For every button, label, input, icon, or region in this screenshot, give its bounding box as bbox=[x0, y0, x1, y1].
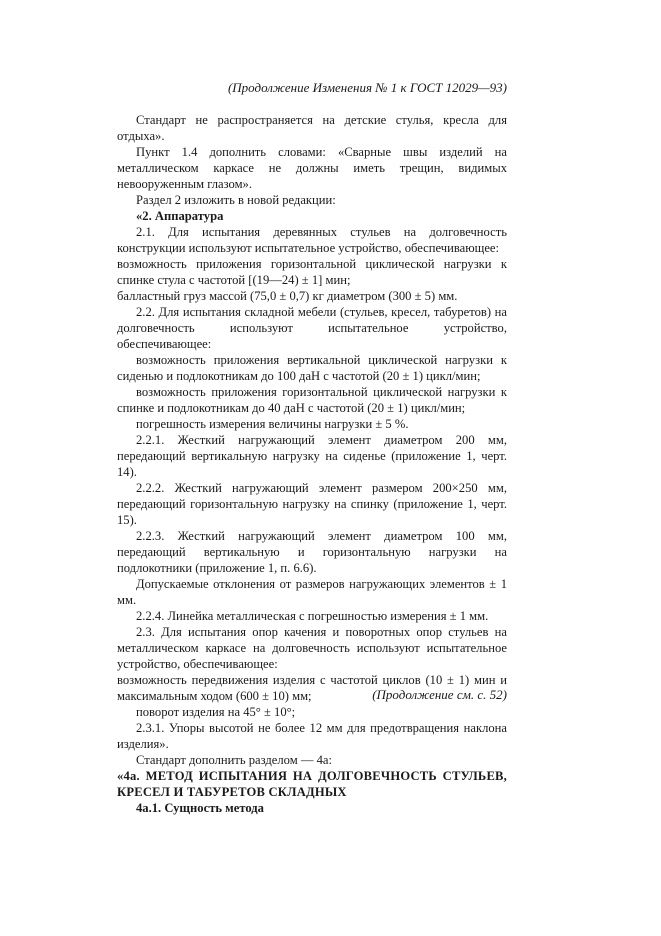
paragraph: Стандарт дополнить разделом — 4а: bbox=[136, 753, 332, 767]
paragraph: 2.3.1. Упоры высотой не более 12 мм для предотвращения наклона изделия». bbox=[117, 721, 507, 751]
paragraph: 2.2.1. Жесткий нагружающий элемент диаметром 200 мм, передающий вертикальную нагрузку на сиденье (приложение 1, черт. 14). bbox=[117, 433, 507, 479]
page-header: (Продолжение Изменения № 1 к ГОСТ 12029—93) bbox=[227, 80, 507, 95]
paragraph: 2.2. Для испытания складной мебели (стульев, кресел, табуретов) на долговечность используют испытательное устройство, обеспечивающее: bbox=[117, 305, 507, 351]
paragraph: 2.1. Для испытания деревянных стульев на долговечность конструкции используют испытательное устройство, обеспечивающее: bbox=[117, 225, 507, 255]
paragraph: 2.2.3. Жесткий нагружающий элемент диаметром 100 мм, передающий вертикальную и горизонтальную нагрузки на подлокотники (приложение 1, п. 6.6). bbox=[117, 529, 507, 575]
paragraph: Раздел 2 изложить в новой редакции: bbox=[136, 193, 336, 207]
paragraph: Допускаемые отклонения от размеров нагружающих элементов ± 1 мм. bbox=[117, 577, 507, 607]
section-heading: «2. Аппаратура bbox=[136, 209, 224, 223]
paragraph: возможность приложения вертикальной циклической нагрузки к сиденью и подлокотникам до 100 даН с частотой (20 ± 1) цикл/мин; bbox=[117, 353, 507, 383]
paragraph: балластный груз массой (75,0 ± 0,7) кг диаметром (300 ± 5) мм. bbox=[117, 289, 458, 303]
document-body bbox=[117, 112, 507, 816]
paragraph: 2.2.2. Жесткий нагружающий элемент размером 200×250 мм, передающий горизонтальную нагрузку на спинку (приложение 1, черт. 15). bbox=[117, 481, 507, 527]
subsection-heading: 4а.1. Сущность метода bbox=[136, 801, 264, 815]
page-footer: (Продолжение см. с. 52) bbox=[372, 687, 507, 702]
paragraph: возможность передвижения изделия с частотой циклов (10 ± 1) мин и максимальным ходом (600 ± 10) мм; bbox=[117, 673, 507, 703]
paragraph: Стандарт не распространяется на детские стулья, кресла для отдыха». bbox=[117, 113, 507, 143]
paragraph: погрешность измерения величины нагрузки ± 5 %. bbox=[136, 417, 409, 431]
paragraph: поворот изделия на 45° ± 10°; bbox=[136, 705, 296, 719]
paragraph: 2.2.4. Линейка металлическая с погрешностью измерения ± 1 мм. bbox=[136, 609, 489, 623]
paragraph: Пункт 1.4 дополнить словами: «Сварные швы изделий на металлическом каркасе не должны иметь трещин, видимых невооруженным глазом». bbox=[117, 145, 507, 191]
paragraph: возможность приложения горизонтальной циклической нагрузки к спинке и подлокотникам до 40 даН с частотой (20 ± 1) цикл/мин; bbox=[117, 385, 507, 415]
paragraph: 2.3. Для испытания опор качения и поворотных опор стульев на металлическом каркасе на долговечность используют испытательное устройство, обеспечивающее: bbox=[117, 625, 507, 671]
paragraph: возможность приложения горизонтальной циклической нагрузки к спинке стула с частотой [(19—24) ± 1] мин; bbox=[117, 257, 507, 287]
section-title: «4а. МЕТОД ИСПЫТАНИЯ НА ДОЛГОВЕЧНОСТЬ СТУЛЬЕВ, КРЕСЕЛ И ТАБУРЕТОВ СКЛАДНЫХ bbox=[117, 769, 507, 799]
